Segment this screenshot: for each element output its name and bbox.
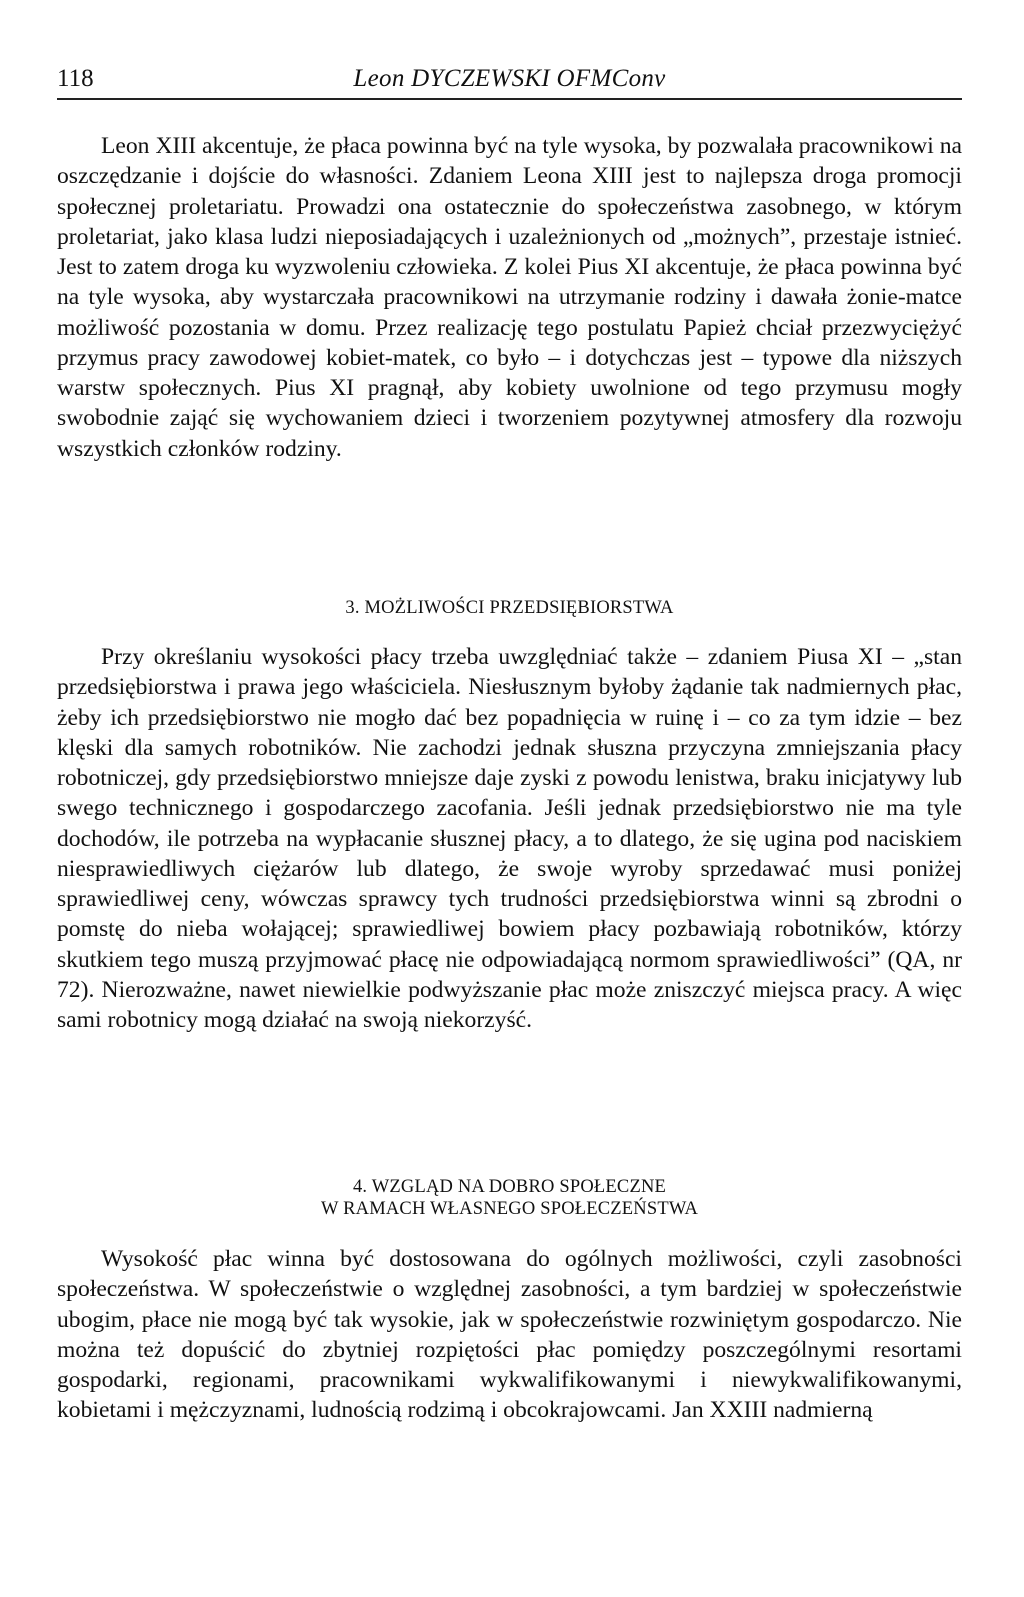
paragraph-enterprise-capacity: Przy określaniu wysokości płacy trzeba uwzględniać także – zdaniem Piusa XI – „stan przedsiębiorstwa i prawa jego właściciela. Niesłusznym byłoby żądanie tak nadmiernych płac, żeby ich przedsiębiorstwo nie mogło dać bez popadnięcia w ruinę i – co za tym idzie – bez klęski dla samych robotników. Nie zachodzi jednak słuszna przyczyna zmniejszania płacy robotniczej, gdy przedsiębiorstwo mniejsze daje zyski z powodu lenistwa, braku inicjatywy lub swego technicznego i gospodarczego zacofania. Jeśli jednak przedsiębiorstwo nie ma tyle dochodów, ile potrzeba na wypłacanie słusznej płacy, a to dlatego, że się ugina pod naciskiem niesprawiedliwych ciężarów lub dlatego, że swoje wyroby sprzedawać musi poniżej sprawiedliwej ceny, wówczas sprawcy tych trudności przedsiębiorstwa winni są zbrodni o pomstę do nieba wołającej; sprawiedliwej bowiem płacy pozbawiają robotników, którzy skutkiem tego muszą przyjmować płacę nie odpowiadającą normom sprawiedliwości” (QA, nr 72). Nierozważne, nawet niewielkie podwyższanie płac może zniszczyć miejsca pracy. A więc sami robotnicy mogą działać na swoją niekorzyść. <box>57 644 962 1033</box>
section-3-heading: 3. MOŻLIWOŚCI PRZEDSIĘBIORSTWA <box>345 598 674 618</box>
running-title: Leon DYCZEWSKI OFMConv <box>353 65 666 92</box>
paragraph-social-good: Wysokość płac winna być dostosowana do ogólnych możliwości, czyli zasobności społeczeństwa. W społeczeństwie o względnej zasobności, a tym bardziej w społeczeństwie ubogim, płace nie mogą być tak wysokie, jak w społeczeństwie rozwiniętym gospodarczo. Nie można też dopuścić do zbytniej rozpiętości płac pomiędzy poszczególnymi resortami gospodarki, regionami, pracownikami wykwalifikowanymi i niewykwalifikowanymi, kobietami i mężczyznami, ludnością rodzimą i obcokrajowcami. Jan XXIII nadmierną <box>57 1246 962 1424</box>
section-4-heading-line-2: W RAMACH WŁASNEGO SPOŁECZEŃSTWA <box>320 1199 699 1219</box>
header-rule <box>57 98 962 100</box>
section-4-body <box>57 1244 962 1426</box>
page-number: 118 <box>57 65 94 92</box>
section-4-heading <box>57 1176 962 1220</box>
section-2-continuation <box>57 131 962 464</box>
paragraph-wages-popes: Leon XIII akcentuje, że płaca powinna być na tyle wysoka, by pozwalała pracownikowi na oszczędzanie i dojście do własności. Zdaniem Leona XIII jest to najlepsza droga promocji społecznej proletariatu. Prowadzi ona ostatecznie do społeczeństwa zasobnego, w którym proletariat, jako klasa ludzi nieposiadających i uzależnionych od „możnych”, przestaje istnieć. Jest to zatem droga ku wyzwoleniu człowieka. Z kolei Pius XI akcentuje, że płaca powinna być na tyle wysoka, aby wystarczała pracownikowi na utrzymanie rodziny i dawała żonie-matce możliwość pozostania w domu. Przez realizację tego postulatu Papież chciał przezwyciężyć przymus pracy zawodowej kobiet-matek, co było – i dotychczas jest – typowe dla niższych warstw społecznych. Pius XI pragnął, aby kobiety uwolnione od tego przymusu mogły swobodnie zająć się wychowaniem dzieci i tworzeniem pozytywnej atmosfery dla rozwoju wszystkich członków rodziny. <box>57 133 962 462</box>
running-header <box>57 58 962 98</box>
section-4-heading-line-1: 4. WZGLĄD NA DOBRO SPOŁECZNE <box>352 1177 667 1197</box>
section-3-body <box>57 642 962 1035</box>
